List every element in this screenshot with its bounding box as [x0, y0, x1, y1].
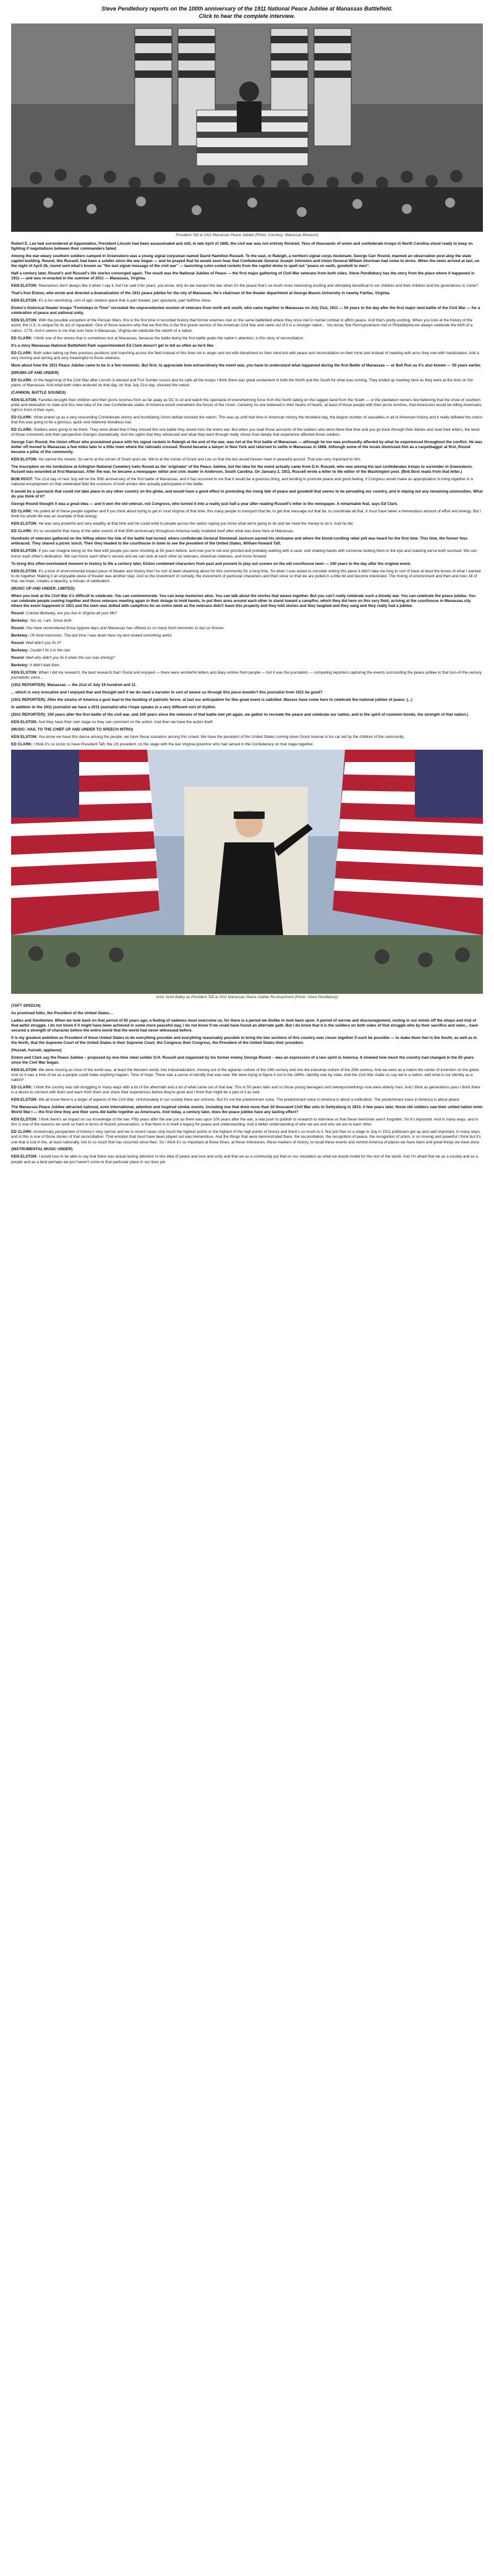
body-paragraph: ED CLARK: He pulled all of these people together and if you think about trying to get in rural Virginia of that time, this many people to transport that far, to get that message out that far, to coordinate all that. It must have taken a tremendous amount of effort and energy. But I think his whole life was an example of that energy. — [11, 509, 481, 519]
body-paragraph: (MUSIC UP AND UNDER, LIMITED) — [11, 586, 75, 591]
body-paragraph: (MUSIC: HAIL TO THE CHIEF UP AND UNDER TO SPEECH INTRO) — [11, 727, 134, 732]
body-paragraph: ED CLARK: I think it's so iconic to have President Taft, the US president, on the stage with the last Virginia governor who had served in the Confederacy on that stage together. — [11, 742, 314, 747]
article-body-part-1 — [11, 242, 483, 609]
dialogue-text: It didn't leak then. — [30, 663, 61, 667]
body-paragraph: When you look at the Civil War it's difficult to celebrate. You can commemorate. You can keep memories alive. You can talk about the stories that weave together. But you can't really celebrate such a bloody war. You can celebrate the peace jubilee. You can celebrate people coming together and those veterans meeting again in their dotage to hold hands, to put their arms around each other to stand toward a campfire, which they did here on this very field, arriving at the courthouse in Manassas city where the event happened in 1911 and the lawn was dotted with campfires for an entire week as the veterans didn't leave this property and they told stories and they laughed and they sang and they really had a jubilee. — [11, 593, 476, 608]
body-paragraph: ED CLARK: I think the country was still struggling in many ways with a lot of the aftermath and a lot of what came out of that war. This is 50 years later and so those young teenagers and twentysomethings now were elderly men. And I think as generations pass I think there is a desire to connect with them and learn from them and share their experiences before they're gone and I think that might be a part of it as well. — [11, 1085, 480, 1095]
dialogue-line — [11, 648, 483, 653]
photo-taft-1911 — [11, 23, 483, 232]
dialogue-speaker: Berkeley: — [11, 663, 29, 667]
photo-2011-image — [11, 750, 483, 994]
body-paragraph: KEN ELSTON: And they have their own stage so they can comment on the action. And then we have the action itself. — [11, 719, 214, 724]
body-paragraph: George Round thought it was a great idea — and it won the old veteran, not Congress, who turned it into a reality just half a year after reading Russell's letter in the newspaper. A remarkable feat, says Ed Clark. — [11, 502, 398, 507]
body-paragraph: ED CLARK: It's so wonderful that many of the latter events of that 50th anniversary throughout America really modeled itself after what was done here at Manassas. — [11, 529, 294, 534]
body-paragraph: (1911 REPORTER): After the strains of America a gust lead to the bustling of patriotic fervor, at last our anticipation for this great event is satisfied. Masses have come here to celebrate the national jubilee of peace. (...) — [11, 697, 412, 702]
body-paragraph: KEN ELSTON: It's a kind of environmental impact piece of theater and history that I've sort of been dreaming about for this community for a long time. So when I was asked to consider writing this piece it didn't take me long to sort of have at least the bones of what I wanted to do together. Making it an enjoyable piece of theater was another step. And so the investment of comedy, the investment of particular characters and their voice so that we are pulled in a little bit and become interested. The mixing of environment and then and now. All of that, we hope, creates a tapestry, a mosaic of celebration. — [11, 569, 481, 583]
body-paragraph: Hundreds of veterans gathered on the hilltop where the tide of the battle had turned, where confederate General Stonewall Jackson earned his nickname and where the blood-curdling rebel yell was heard for the first time. This time, the former foes embraced. They shared a picnic lunch. Then they headed to the courthouse in town to see the president of the United States, William Howard Taft. — [11, 536, 468, 546]
dialogue-speaker: Berkeley: — [11, 648, 29, 653]
article — [11, 0, 483, 1165]
body-paragraph: Ladies and Gentlemen. When we look back on that period of 50 years ago, a feeling of sadness must overcome us, for there is a period we dislike to look back upon. A period of sorrow and discouragement, resting in our minds off the shops and trial of that awful struggle. I do not know if it might have been achieved in some more peaceful way, I do not know if we could have found an alternate path. But I do know that it is the soldiers on both sides of that struggle who by their sacrifice and valor... have secured a strength of character before the entire world that the world had never witnessed before. — [11, 1018, 479, 1033]
dialogue-text: Yes sir, I am. Since birth. — [30, 618, 73, 623]
dialogue-speaker: Berkeley: — [11, 618, 29, 623]
body-paragraph: It's a story Manassas National Battlefield Park superintendent Ed Clark doesn't get to tell as often as he'd like. — [11, 343, 215, 348]
dialogue-line — [11, 619, 483, 624]
header-line-2[interactable]: Click to hear the complete interview. — [198, 13, 296, 19]
dialogue-line — [11, 656, 483, 661]
dialogue-text: Well didn't you fix it? — [25, 640, 61, 645]
dialogue-line — [11, 626, 483, 631]
body-paragraph: Elston's historical theater troupe "Footsteps in Time" recreated the unprecedented reunion of veterans from north and south, who came together in Manassas on July 21st, 1911 — 50 years to the day after the first major land battle of the Civil War — for a celebration of peace and national unity. — [11, 306, 480, 316]
dialogue-block — [11, 611, 483, 668]
body-paragraph: It would be a spectacle that could not take place in any other country on the globe, and would have a good effect in promoting the rising tide of peace and goodwill that seems to be pervading our country, and in wiping out any remaining animosities. What do you think of it? — [11, 489, 483, 499]
body-paragraph: (CANNON, BATTLE SOUNDS) — [11, 390, 66, 395]
body-paragraph: ED CLARK: I think one of the stories that is sometimes lost at Manassas, because the battle being the first battle grabs the nation's attention, is this story of reconciliation. — [11, 336, 305, 341]
dialogue-speaker: Berkeley: — [11, 633, 29, 638]
body-paragraph: KEN ELSTON: It's a fun reenlisting, sort of epic outdoor piece that is part theater, part spectacle, part halftime show. — [11, 299, 211, 303]
body-paragraph: KEN ELSTON: I think there's an impact on our knowledge of the war. Fifty years after the war just as there was upon 100 years after the war, a real push to publish to research to interview so that these memories aren't forgotten. So it's important. And in many ways, and in this is one of the reasons we work so hard in terms of historic preservation, is that there is in itself a legacy for peace and understanding. And a better understanding of who we are and who we are to each other. — [11, 1117, 479, 1127]
dialogue-speaker: Round: — [11, 625, 25, 630]
dialogue-speaker: Round: — [11, 655, 25, 660]
body-paragraph: (Huzzah, huzzah, applause) — [11, 1048, 62, 1053]
body-paragraph: (DRUMS UP AND UNDER) — [11, 370, 59, 375]
header-line-1[interactable]: Steve Pendlebury reports on the 100th anniversary of the 1911 National Peace Jubilee at Manassas Battlefield. — [101, 6, 393, 12]
body-paragraph: KEN ELSTON: We were moving as most of the world was, at least the Western world, into industrialization, moving out of the agrarian culture of the 19th century and into the industrial culture of the 20th century. And we were as a nation the center of invention on the globe. And so it was a time of we as a people could make anything happen. Time of hope. There was a sense of identity that was new. We were trying to figure it out in the 1860s. Identity was by state. And the Civil War made us say we're a nation, well what is our identity as a nation? — [11, 1067, 480, 1083]
body-paragraph: (1911 REPORTER): Manassas — the 21st of July 19 hundred and 11. — [11, 682, 137, 687]
dialogue-line — [11, 633, 483, 638]
body-paragraph: KEN ELSTON: If you can imagine being on the field with people you were shooting at 50 years before, and now you're old and grizzled and probably walking with a cane, and shaking hands with someone looking them in the eye and realizing we've both survived. We can honor each other's dedication. We can honor each other's service and we can look at each other as veterans, American veterans, and move forward. — [11, 549, 477, 559]
body-paragraph: (2011 REPORTER): 150 years after the first battle of the civil war, and 100 years since the veterans of that battle met yet again, we gather to recreate the peace and celebrate our nation, and in the spirit of common bonds, the strength of that nation.) — [11, 712, 469, 717]
body-paragraph: That's Ken Elston, who wrote and directed a dramatization of the 1911 peace jubilee for the city of Manassas. He's chairman of the theater department at George Mason University in nearby Fairfax, Virginia. — [11, 291, 391, 296]
body-paragraph: In addition to the 1911 journalist we have a 2011 journalist who I hope speaks in a very different sort of rhythm. — [11, 705, 216, 710]
body-paragraph: Robert E. Lee had surrendered at Appomattox, President Lincoln had been assassinated and still, in late April of 1865, the civil war was not entirely finished. Tens of thousands of union and confederate troops in North Carolina stood ready to keep on fighting if negotiations between their commanders failed. — [11, 242, 473, 252]
body-paragraph: KEN ELSTON: Reenactors don't always like it when I say it, but I've said it for years, you know, why do we reenact the war when it's the peace that's so much more interesting exciting and ultimately beneficial to our children and their children and the generations to come? — [11, 284, 479, 289]
body-paragraph: The Manassas Peace Jubilee attracted national, even international, attention and inspired similar events, including one that drew more than 50 thousand Civil War vets to Gettysburg in 1913. A few years later, those old soldiers saw their united nation enter World War I — the first time they and their sons did battle together as Americans. And today, a century later, does the peace jubilee have any lasting effect? — [11, 1105, 483, 1115]
photo-taft-2011 — [11, 750, 483, 994]
body-paragraph: Half a century later, Round's and Russell's life stories converged again. The result was the National Jubilee of Peace — the first major gathering of Civil War veterans from both sides. Steve Pendlebury has the story from the place where it happened in 1911 — and was re-enacted in the summer of 2011 — Manassas, Virginia. — [11, 271, 475, 281]
body-paragraph: KEN ELSTON: Families brought their children and their picnic lunches from as far away as DC to sit and watch the spectacle of overwhelming force from the North taking on the ragged band from the South — or the plantation owners few believing that the show of southern pride and dedication to state and this new idea of the new Confederate states of America would overwhelm the forces of the Union. Certainly no one believed in their hearts of hearts, at least of those people with their picnic lunches, that Americans would be killing Americans right in front of their eyes. — [11, 397, 482, 412]
body-paragraph: KEN ELSTON: When I did my research, the best research that I found and enjoyed — there were wonderful letters and diary entries from people — but it was the journalists — competing reporters capturing the events surrounding the peace jubilee in that turn-of-the-century journalistic voice... — [11, 670, 482, 680]
photo-1-caption: President Taft at 1911 Manassas Peace Jubilee (Photo: Courtesy: Manassas Museum) — [176, 234, 318, 237]
body-paragraph: ... which is very evocative and I enjoyed that and thought well if we do need a narrator to sort of weave us through this piece wouldn't this journalist from 1911 be good? — [11, 690, 323, 695]
dialogue-text: Colonel Berkeley, are you live in Virginia all your life? — [25, 611, 117, 616]
dialogue-speaker: Round: — [11, 640, 25, 645]
photo-1911-image — [11, 23, 483, 232]
body-paragraph: KEN ELSTON: He named the streets. So we're at the corner of Grant and Lee. We're at the corner of Grant and Lee so that the two would forever meet in peaceful accord. That was very important to him. — [11, 457, 362, 462]
dialogue-line — [11, 641, 483, 646]
article-header[interactable] — [11, 5, 483, 20]
dialogue-speaker: Round: — [11, 611, 25, 616]
dialogue-line — [11, 663, 483, 668]
body-paragraph: George Carr Round, the Union officer who proclaimed peace with his signal rockets in Raleigh at the end of the war, was not at the first battle of Manassas — although he too was profoundly affected by what he experienced throughout the conflict. He was better off moved to Manassas a few miles later to a little town where the railroads crossed. Round became a lawyer in New York and returned to settle in Manassas in 1868. Although some of the locals dismissed him as a carpetbagger at first, Round became a pillar of the community. — [11, 439, 483, 455]
body-paragraph: ED CLARK: Anniversary perspective of history's very narrow and we in recent cases only touch the highest points or the highest of the high points of history and there's so much to it. Not just that on a stage in July in 1911 politicians got up and said important, in many ways, and in this is one of those stories of that reconciliation. That emotion that must have been played out was tremendous. And the things that were demonstrated there, the reconciliation, the recognition of peace, the recognition of union, is so moving and powerful I think but it's one that is lost in the, at least nationally, lost to so much that has occurred since then. So I think it's so important at these times, at these milestones, these markers of history, to recall these events and remind America of places we have been and great things we have done. — [11, 1130, 481, 1145]
body-paragraph: More about how the 1911 Peace Jubilee came to be in a few moments. But first, to appreciate how extraordinary the event was, you have to understand what happened during the first Battle of Manassas — or Bull Run as it's also known — 50 years earlier. — [11, 363, 482, 368]
dialogue-text: You have remembered those bygone days and Manassas has offered us so many fond memories to last us forever. — [25, 625, 225, 630]
body-paragraph: KEN ELSTON: With the possible exception of the Persian Wars, this is the first time in recorded history that former enemies met on the same battlefield where they once met in mortal combat to affirm peace. And that's pretty exciting. When you look at the history of the world, the U.S. is unique for its act of reparation. One of those reasons why that we find this is the first grand reunion of the American Civil War and came out of it is a stronger nation... You know, five Pennsylvanians met in Philadelphia we always celebrate the birth of a nation, 1776. And it seems to me that over here in Manassas, Virginia we celebrate the rebirth of a nation. — [11, 318, 473, 333]
body-paragraph: Among the war-weary southern soldiers camped in Greensboro was a young signal corpsman named David Hamilton Russell. To the east, in Raleigh, a northern signal corps lieutenant, George Carr Round, manned an observation post atop the state capitol building. Round, like Russell, had been a soldier since the war began — and he prayed that he would soon hear that Confederate General Joseph Johnston and Union General William Sherman had come to terms. When the news arrived at last, on the night of April 26, round sent what's known as "the last signal message of the civil war" — launching color-coded rockets from the capitol dome to spell out "peace on earth, goodwill to men". — [11, 254, 480, 269]
body-paragraph: Elston and Clark say the Peace Jubilee – proposed by one-time rebel soldier D.H. Russell and organized by his former enemy George Round – was an expression of a rare spirit in America. It showed how much the country had changed in the 50 years since the Civil War began. — [11, 1055, 474, 1065]
article-body-part-3 — [11, 1004, 483, 1165]
body-paragraph: To bring this often-overlooked moment in history to life a century later, Elston combined characters from past and present to play out scenes on the old courthouse lawn — 100 years to the day after the original event. — [11, 561, 411, 566]
body-paragraph: (INSTRUMENTAL MUSIC UNDER) — [11, 1147, 73, 1152]
photo-2-caption: Actor Scott Bailey as President Taft at 2011 Manassas Peace Jubilee Re-enactment (Photo: Steve Pendlebury) — [156, 995, 338, 999]
body-paragraph: ED CLARK: Both sides taking up their previous positions and marching across the field instead of this time not in anger and not with bloodshed on their mind but with peace and reconciliation on their mind and instead of meeting with arms they met with handshakes. And a very moving and stirring and very meaningful to those veterans. — [11, 350, 479, 360]
article-body-part-2 — [11, 671, 483, 747]
body-paragraph: It is my greatest ambition as President of these United States to do everything possible and everything reasonably possible to bring the two sections of this country ever closer together if such be possible — to make them feel in the South, as well as in the North, that the Supreme Court of the United States is their Supreme Court, the Congress their Congress, the President of the United States their president. — [11, 1035, 477, 1045]
body-paragraph: ED CLARK: Soldiers were going to be there. They were afraid that if they missed this one battle they would miss the entire war. But when you read those accounts of the soldiers who were there that time and you go back through their diaries and read their letters, the tenor of those comments and their perspective changes dramatically. And the sights that they witnessed and what they went through really shows how deeply that experience affected those soldiers. — [11, 427, 480, 437]
body-paragraph: BOB ROOT: The 21st day of next July will be the 50th anniversary of the first battle of Manassas, and it has occurred to me that it would be a gracious thing, and tending to promote peace and good feeling, if Congress would make an appropriation to bring together in a national encampment on that celebrated field the survivors of both armies who actually participated in the battle. — [11, 477, 473, 487]
body-paragraph: (TAFT SPEECH) — [11, 1003, 41, 1008]
body-paragraph: KEN ELSTON: He was very powerful and very wealthy at that time and he could write to people across the nation saying you know what we're going to do and we need the money to do it. And he did. — [11, 522, 354, 527]
body-paragraph: The inscription on his tombstone at Arlington National Cemetery hails Round as the 'originator' of the Peace Jubilee, but the idea for the event actually came from D.H. Russell, who was among the last confederates troops to surrender in Greensboro. Russell was wounded at first Manassas. After the war, he became a newspaper editor and civic leader in Anderson, South Carolina. On January 2, 1911, Russell wrote a letter to the editor of the Washington post. (Bob Bost reads from that letter.) — [11, 465, 473, 475]
body-paragraph: KEN ELSTON: You know we have this dance among the people, we have these scenarios among this crowd. We have the president of the United States coming down Grant Avenue in his car led by the children of the community. — [11, 734, 405, 739]
dialogue-line — [11, 611, 483, 616]
body-paragraph: ED CLARK: What ended up as a very resounding Confederate victory and humiliating Union defeat shocked the nation. This was up until that time in American history the bloodiest day, the largest number of casualties in all of American history and it really deflated the notion that this was going to be a glorious, quick and relatively bloodless war. — [11, 415, 483, 425]
dialogue-text: Couldn't fix it in the rain. — [30, 648, 72, 653]
dialogue-text: Oh fond memories. The last time I was down here my tent looked something awful. — [30, 633, 172, 638]
body-paragraph: KEN ELSTON: I would love to be able to say that there was actual lasting attention to this idea of peace and love and unity and that we as a community put that on our shoulders as what we would model for the rest of the world. And I'm afraid that we as a society and as a people and as a land perhaps we just haven't come to that particular place in our lives yet. — [11, 1155, 479, 1164]
body-paragraph: KEN ELSTON: We all know there is a larger of aspects of the Civil War. Unfortunately in our society there are schisms. But it's not the predominant voice. The predominant voice in America is about a unification. The predominant voice in America is about peace. — [11, 1098, 461, 1103]
body-paragraph: As promised folks, the President of the United States… — [11, 1010, 114, 1015]
dialogue-text: Well why didn't you fix it when the sun was shining? — [25, 655, 115, 660]
body-paragraph: ED CLARK: At the beginning of the Civil War after Lincoln is elected and Fort Sumter occurs and he calls all the troops I think there was great excitement in both the North and the South for what was coming. They ended up meeting here as they were at the time on the plains of Manassas. And what both sides endured on that day, on that July 21st day, shocked the nation. — [11, 378, 473, 388]
